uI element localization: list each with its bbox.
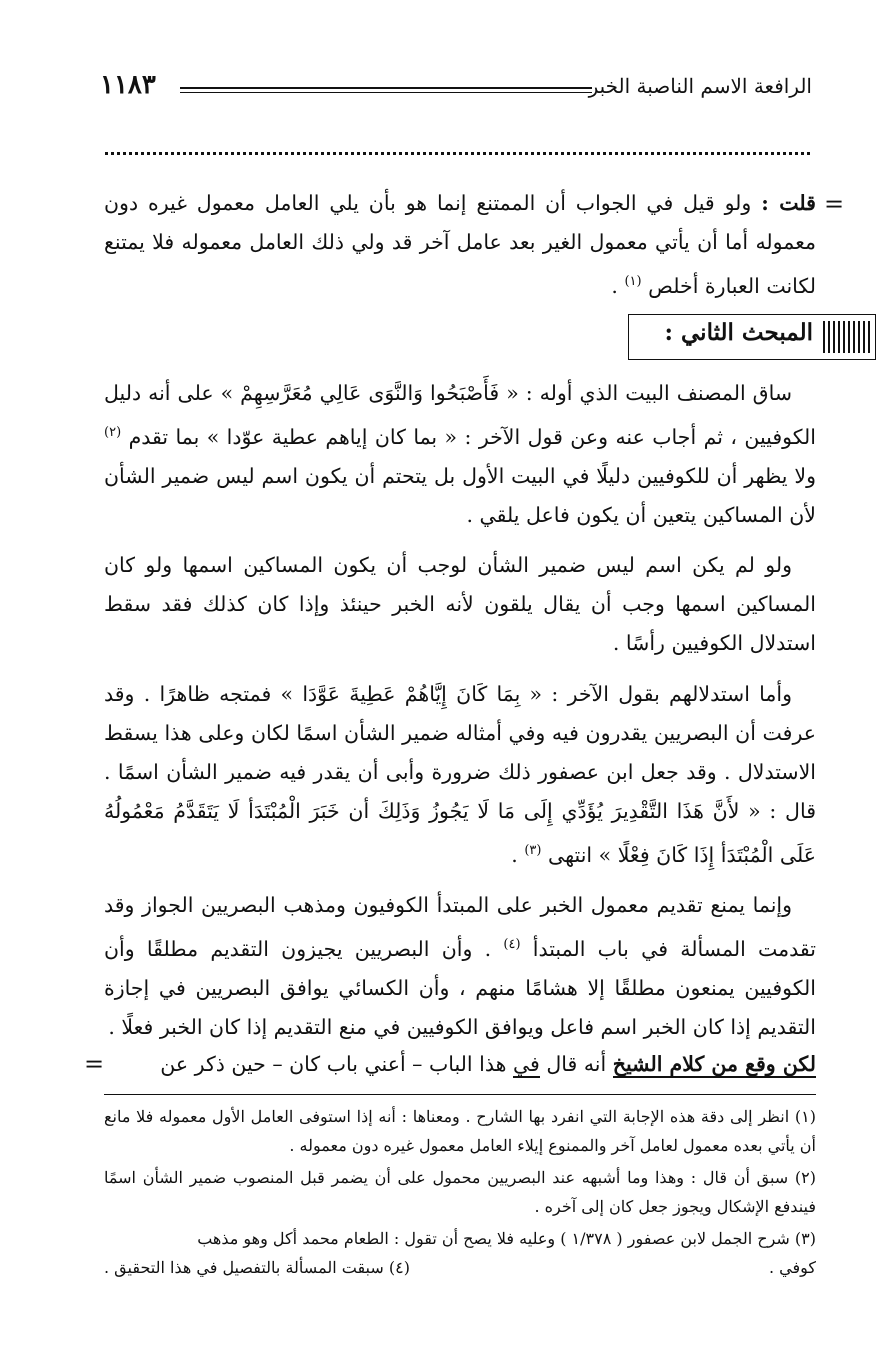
paragraph-3 xyxy=(104,546,816,663)
paragraph-qultu xyxy=(104,184,816,306)
margin-mark-bottom: = xyxy=(84,1050,105,1078)
header-title: الرافعة الاسم الناصبة الخبر xyxy=(588,74,812,98)
footnote-separator xyxy=(104,1094,816,1095)
paragraph-text: ولو لم يكن اسم ليس ضمير الشأن لوجب أن يكون المساكين اسمها ولو كان المساكين اسمها وجب أن يقال يلقون لأنه الخبر حينئذ وإذا كان كذلك فقد سقط استدلال الكوفيين رأسًا . xyxy=(104,553,816,655)
paragraph-text: وإنما يمنع تقديم معمول الخبر على المبتدأ الكوفيون ومذهب البصريين الجواز وقد تقدمت المسألة في باب المبتدأ xyxy=(104,893,816,961)
ornament-bars-icon xyxy=(823,321,871,353)
section-title: المبحث الثاني : xyxy=(664,319,813,346)
footnote-1: (١) انظر إلى دقة هذه الإجابة التي انفرد بها الشارح . ومعناها : أنه إذا استوفى العامل الأول معموله فلا مانع أن يأتي بعده معمول لعامل آخر والممنوع إيلاء العامل معمول غيره دون معموله . xyxy=(104,1107,816,1155)
paragraph-label: قلت : xyxy=(761,191,816,215)
paragraph-text: ساق المصنف البيت الذي أوله : « فَأَصْبَحُوا وَالنَّوَى عَالِي مُعَرَّسِهِمْ » على أنه دليل الكوفيين ، ثم أجاب عنه وعن قول الآخر : « بما كان إياهم عطية عوّدا » بما تقدم xyxy=(104,381,816,449)
underlined-text: في xyxy=(512,1052,540,1076)
footnote-3-end: كوفي . xyxy=(768,1258,816,1277)
footnotes-3-4 xyxy=(104,1224,816,1284)
paragraph-text: ولو قيل في الجواب أن الممتنع إنما هو بأن يلي العامل معمول غيره دون معموله أما أن يأتي معمول الغير بعد عامل آخر قد ولي ذلك العامل معموله فلا يمتنع لكانت العبارة أخلص xyxy=(104,191,816,298)
footnote-ref-1: (١) xyxy=(624,274,642,289)
final-line-text: أنه قال xyxy=(546,1052,607,1076)
page-number: ١١٨٣ xyxy=(100,70,156,100)
paragraph-end: . xyxy=(511,842,518,867)
dotted-separator xyxy=(105,152,810,155)
footnote-ref-3: (٣) xyxy=(524,843,542,858)
paragraph-text-cont: ولا يظهر أن للكوفيين دليلًا في البيت الأول بل يتحتم أن يكون اسم ليس ضمير الشأن لأن المساكين يتعين أن يكون فاعل يلقي . xyxy=(104,463,816,527)
margin-mark-top: = xyxy=(824,190,845,218)
final-line-rest: هذا الباب – أعني باب كان – حين ذكر عن xyxy=(160,1052,507,1076)
running-header xyxy=(100,70,812,110)
footnote-ref-4: (٤) xyxy=(503,937,521,952)
footnote-ref-2: (٢) xyxy=(104,425,122,440)
paragraph-4 xyxy=(104,675,816,875)
section-heading-box xyxy=(628,314,876,360)
paragraph-text: وأما استدلالهم بقول الآخر : « بِمَا كَانَ إِيَّاهُمْ عَطِيةَ عَوَّدَا » فمتجه ظاهرًا . وقد عرفت أن البصريين يقدرون فيه وفي أمثاله ضمير الشأن اسمًا لكان وعلى هذا يسقط الاستدلال . وقد جعل ابن عصفور ذلك ضرورة وأبى أن يقدر فيه ضمير الشأن اسمًا . قال : « لأَنَّ هَذَا التَّقْدِيرَ يُؤَدِّي إِلَى مَا لَا يَجُوزُ وَذَلِكَ أن خَبَرَ الْمُبْتَدَأ لَا يَتَقَدَّمُ مَعْمُولُهُ عَلَى الْمُبْتَدَأ إِذَا كَانَ فِعْلًا » انتهى xyxy=(104,682,816,867)
paragraph-end: . xyxy=(611,273,618,298)
footnote-3: (٣) شرح الجمل لابن عصفور ( ١/٣٧٨ ) وعليه فلا يصح أن تقول : الطعام محمد أكل وهو مذهب xyxy=(197,1229,816,1248)
final-line xyxy=(104,1052,816,1076)
underlined-bold-text: لكن وقع من كلام الشيخ xyxy=(612,1052,816,1076)
footnotes xyxy=(104,1102,816,1284)
paragraph-5 xyxy=(104,886,816,1047)
header-rule xyxy=(180,87,592,93)
paragraph-text-cont: . وأن البصريين يجيزون التقديم مطلقًا وأن الكوفيين يمنعون مطلقًا إلا هشامًا منهم ، وأن الكسائي يوافق البصريين في إجازة التقديم إذا كان الخبر اسم فاعل ويوافق الكوفيين في منع التقديم إذا كان الخبر فعلًا . xyxy=(104,936,816,1039)
footnote-4: (٤) سبقت المسألة بالتفصيل في هذا التحقيق . xyxy=(104,1258,410,1277)
footnote-2: (٢) سبق أن قال : وهذا وما أشبهه عند البصريين محمول على أن يضمر قبل المنصوب ضمير الشأن اسمًا فيندفع الإشكال ويجوز جعل كان إلى آخره . xyxy=(104,1168,817,1216)
paragraph-2 xyxy=(104,374,816,535)
